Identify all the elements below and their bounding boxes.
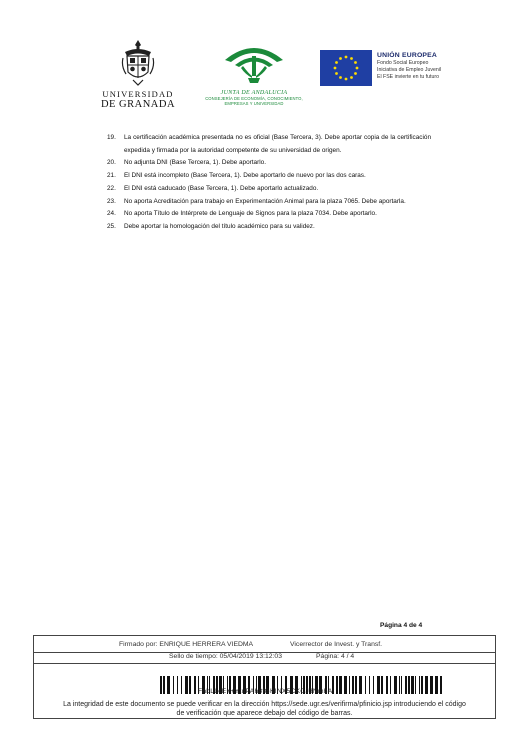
list-item (107, 196, 431, 209)
verification-note (33, 700, 496, 718)
page-header (0, 0, 530, 110)
junta-title: JUNTA DE ANDALUCIA (220, 90, 288, 96)
list-item (107, 157, 431, 170)
eu-title: UNIÓN EUROPEA (377, 52, 438, 59)
list-item (107, 132, 431, 157)
ugr-name-line1: UNIVERSIDAD (102, 89, 174, 99)
european-union-logo (320, 50, 450, 86)
verification-line2: de verificación que aparece debajo del código de barras. (176, 710, 353, 718)
list-item (107, 170, 431, 183)
list-item (107, 221, 431, 234)
item-number: 21. (107, 172, 116, 180)
signer-row (34, 636, 495, 653)
item-number: 23. (107, 197, 116, 205)
junta-consejeria-line1: CONSEJERÍA DE ECONOMÍA, CONOCIMIENTO, (205, 96, 303, 101)
item-text: El DNI está caducado (Base Tercera, 1). Debe aportarlo actualizado. (124, 184, 319, 192)
ugr-crest-icon (121, 38, 155, 86)
barcode-code: FnbLLcE++YtuPAh8fGKINX5CKCJ3NmbA (198, 688, 333, 695)
list-item (107, 208, 431, 221)
eu-initiative-line: Iniciativa de Empleo Juvenil (377, 67, 442, 74)
signer-role: Vicerrector de Invest. y Transf. (290, 641, 383, 648)
item-text: Debe aportar la homologación del título académico para su validez. (124, 222, 315, 230)
item-text: La certificación académica presentada no es oficial (Base Tercera, 3). Debe aportar copia de la certificación expedida y firmada por la autoridad competente de su universidad de origen. (124, 134, 431, 154)
eu-flag-icon (320, 50, 372, 86)
page-number: Página 4 de 4 (380, 622, 423, 629)
item-text: No adjunta DNI (Base Tercera, 1). Debe aportarlo. (124, 159, 266, 167)
junta-de-andalucia-logo (203, 40, 305, 110)
list-item (107, 183, 431, 196)
item-text: No aporta Título de Intérprete de Lenguaje de Signos para la plaza 7034. Debe aportarlo. (124, 210, 377, 218)
university-of-granada-logo (100, 38, 176, 110)
page-stamp: Página: 4 / 4 (316, 653, 355, 660)
item-number: 19. (107, 134, 116, 141)
item-text: No aporta Acreditación para trabajo en Experimentación Animal para la plaza 7065. Debe aportarla. (124, 197, 406, 205)
timestamp: Sello de tiempo: 05/04/2019 13:12:03 (169, 653, 282, 660)
item-number: 25. (107, 222, 116, 230)
item-number: 22. (107, 184, 116, 192)
item-text: El DNI está incompleto (Base Tercera, 1). Debe aportarlo de nuevo por las dos caras. (124, 172, 366, 180)
requirements-list (107, 132, 431, 234)
junta-andalucia-emblem-icon (219, 40, 289, 84)
signed-by: Firmado por: ENRIQUE HERRERA VIEDMA (119, 641, 254, 648)
verification-line1: La integridad de este documento se puede verificar en la dirección https://sede.ugr.es/verifirma/pfinicio.jsp introduciendo el código (63, 701, 466, 708)
ugr-name-line2: DE GRANADA (100, 99, 176, 110)
junta-consejeria-line2: EMPRESAS Y UNIVERSIDAD (224, 101, 284, 106)
timestamp-row (34, 652, 495, 664)
eu-slogan-line: El FSE invierte en tu futuro (377, 74, 439, 81)
item-number: 20. (107, 159, 116, 167)
eu-fund-line: Fondo Social Europeo (377, 60, 429, 66)
item-number: 24. (107, 210, 116, 218)
